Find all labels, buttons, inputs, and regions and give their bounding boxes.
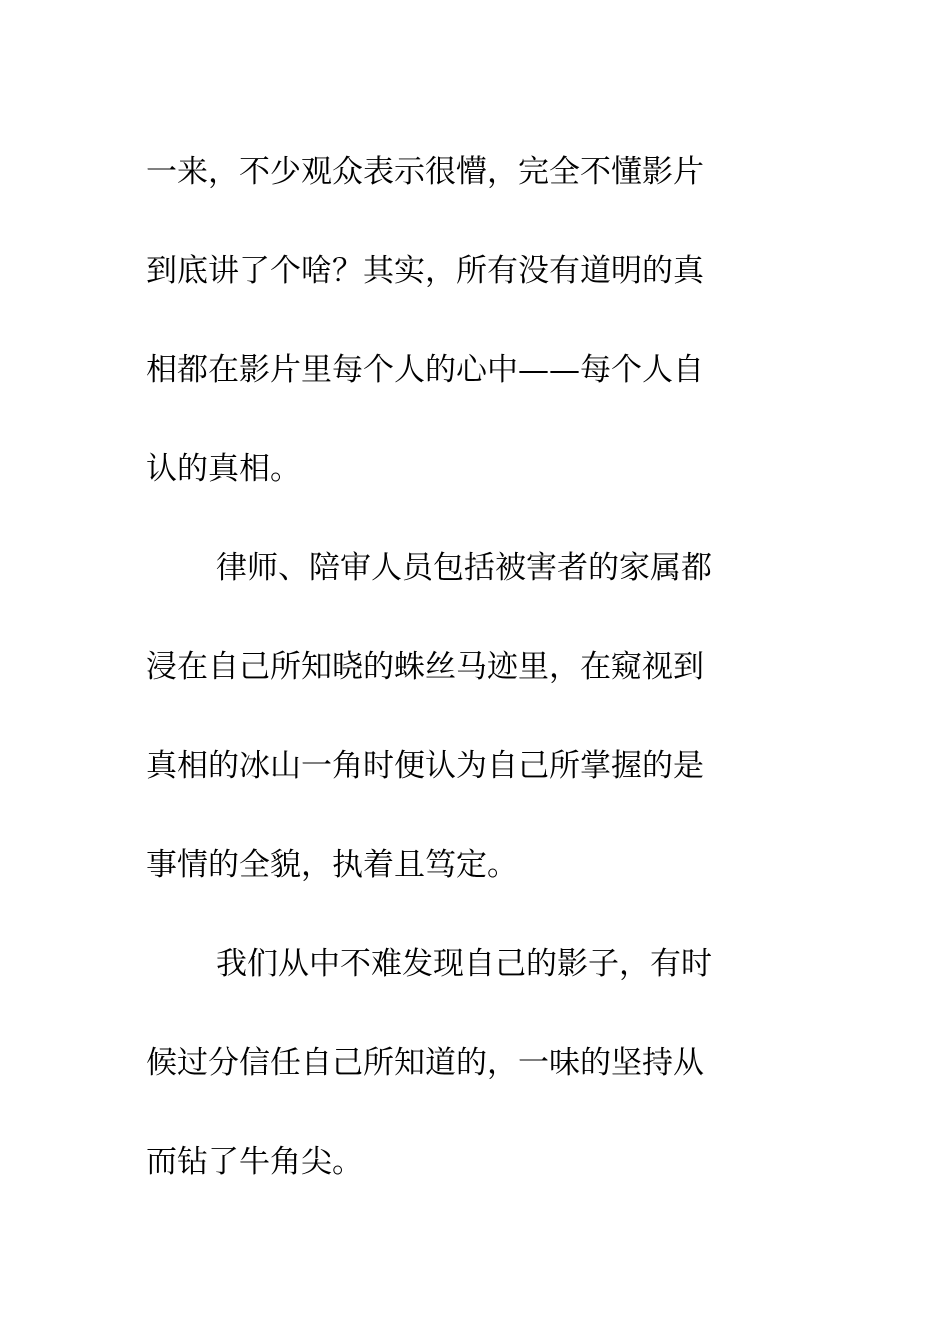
text-line: 到底讲了个啥？其实，所有没有道明的真 — [146, 253, 704, 289]
text-line: 真相的冰山一角时便认为自己所掌握的是 — [146, 748, 704, 784]
text-line: 相都在影片里每个人的心中——每个人自 — [146, 352, 704, 388]
text-line: 浸在自己所知晓的蛛丝马迹里，在窥视到 — [146, 649, 704, 685]
text-line: 我们从中不难发现自己的影子，有时 — [216, 946, 712, 982]
text-line: 事情的全貌，执着且笃定。 — [146, 847, 518, 883]
text-line: 而钻了牛角尖。 — [146, 1144, 363, 1180]
text-line: 认的真相。 — [146, 451, 301, 487]
document-page — [146, 123, 786, 1212]
text-line: 律师、陪审人员包括被害者的家属都 — [216, 550, 712, 586]
text-line: 候过分信任自己所知道的，一味的坚持从 — [146, 1045, 704, 1081]
text-line: 一来，不少观众表示很懵，完全不懂影片 — [146, 154, 704, 190]
